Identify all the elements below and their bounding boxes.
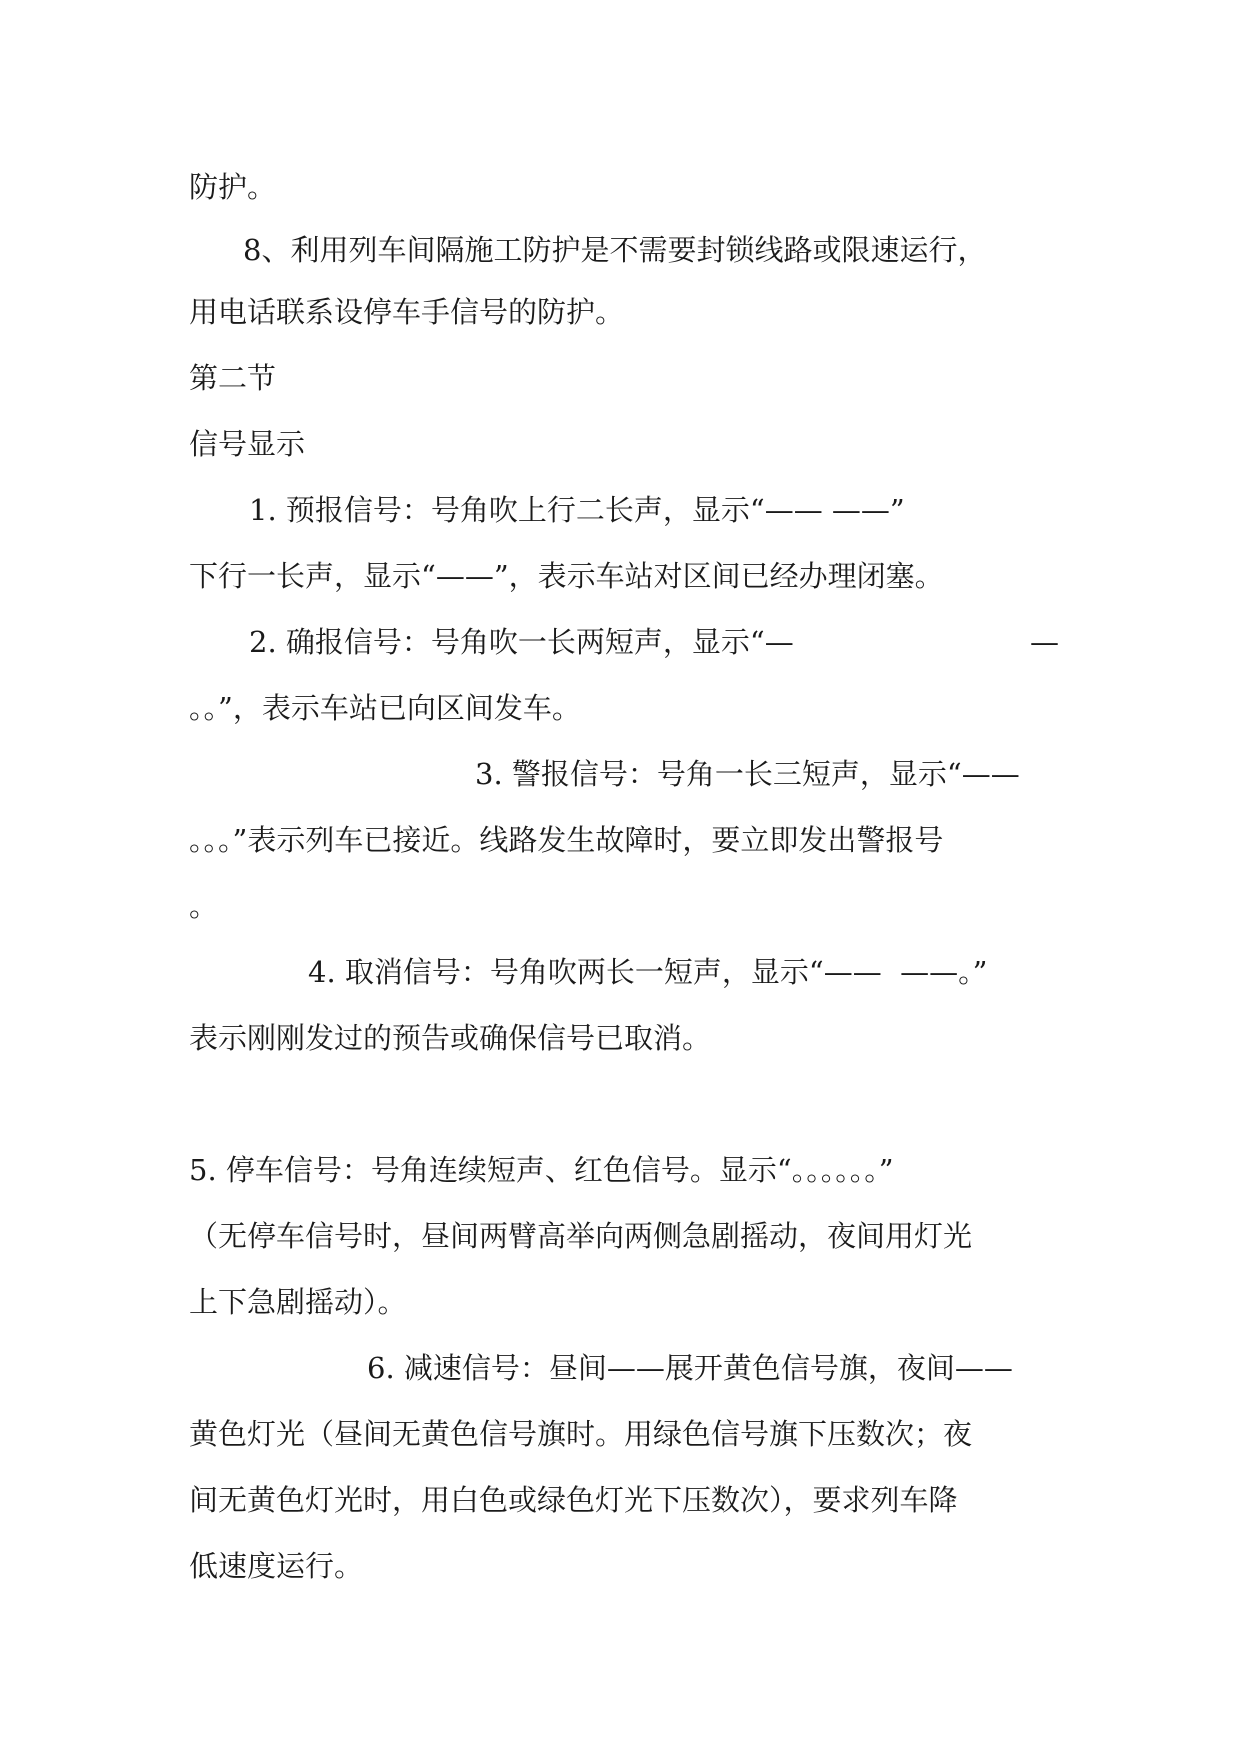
item-6-line-3: 间无黄色灯光时，用白色或绿色灯光下压数次），要求列车降 [189,1483,958,1517]
item-4-line-2: 表示刚刚发过的预告或确保信号已取消。 [189,1021,712,1055]
item-5-line-3: 上下急剧摇动）。 [189,1285,407,1319]
item-2-text: 2. 确报信号：号角吹一长两短声，显示“— [249,625,794,659]
item-6-line-4: 低速度运行。 [189,1549,364,1583]
text-line: 防护。 [189,170,277,204]
item-5-line-2: （无停车信号时，昼间两臂高举向两侧急剧摇动，夜间用灯光 [189,1219,973,1253]
section-title: 信号显示 [189,427,306,461]
item-2-line-2: 。。”，表示车站已向区间发车。 [189,691,581,725]
item-6-line-1: 6. 减速信号：昼间——展开黄色信号旗，夜间—— [367,1351,1013,1385]
item-4-line-1: 4. 取消信号：号角吹两长一短声，显示“—— ——。” [308,955,988,989]
item-3-line-1: 3. 警报信号：号角一长三短声，显示“—— [475,757,1020,791]
section-heading: 第二节 [189,361,277,395]
item-5-line-1: 5. 停车信号：号角连续短声、红色信号。显示“。。。。。。” [189,1153,894,1187]
item-2-line-1 [249,622,1059,662]
item-2-dash: — [1030,625,1059,659]
item-6-line-2: 黄色灯光（昼间无黄色信号旗时。用绿色信号旗下压数次；夜 [189,1417,973,1451]
paragraph-8-line-1: 8、利用列车间隔施工防护是不需要封锁线路或限速运行， [243,233,987,267]
item-1-line-1: 1. 预报信号：号角吹上行二长声，显示“—— ——” [249,493,905,527]
item-1-line-2: 下行一长声，显示“——”，表示车站对区间已经办理闭塞。 [189,559,944,593]
item-3-line-3: 。 [189,889,219,923]
paragraph-8-line-2: 用电话联系设停车手信号的防护。 [189,295,625,329]
item-3-line-2: 。。。”表示列车已接近。线路发生故障时，要立即发出警报号 [189,823,944,857]
